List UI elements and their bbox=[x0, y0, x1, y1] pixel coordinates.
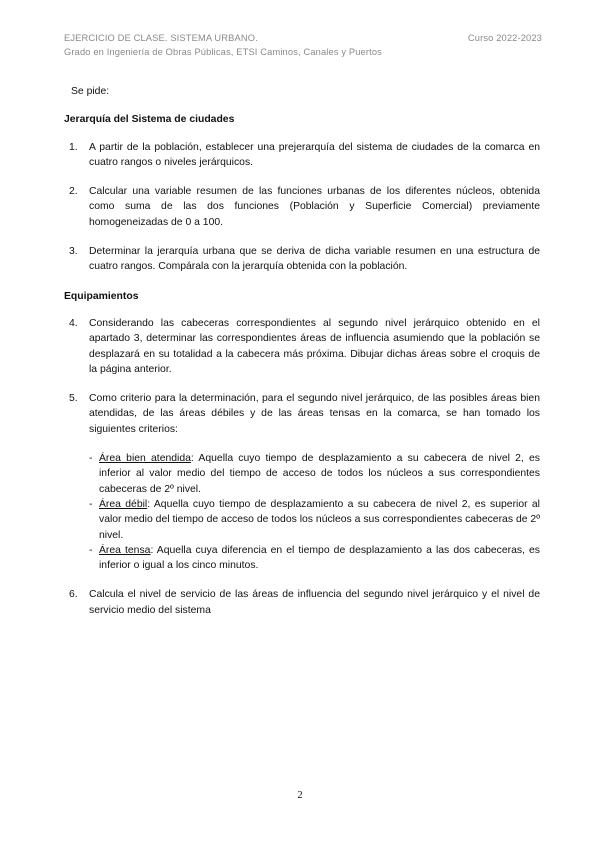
criteria-item-tensa bbox=[89, 543, 540, 574]
criteria-term: Área bien atendida bbox=[99, 453, 191, 465]
item-number: 6. bbox=[69, 589, 78, 601]
item-text: A partir de la población, establecer una prejerarquía del sistema de ciudades de la comarca en cuatro rangos o niveles jerárquicos. bbox=[89, 141, 540, 168]
list-item-1 bbox=[64, 140, 540, 171]
criteria-dash: - bbox=[89, 544, 93, 556]
criteria-term: Área débil bbox=[99, 498, 148, 510]
list-item-6 bbox=[64, 587, 540, 618]
item-text: Determinar la jerarquía urbana que se deriva de dicha variable resumen en una estructura de cuatro rangos. Compárala con la jerarquía obtenida con la población. bbox=[89, 246, 540, 273]
header-degree: Grado en Ingeniería de Obras Públicas, ETSI Caminos, Canales y Puertos bbox=[64, 47, 382, 57]
item-text: Como criterio para la determinación, para el segundo nivel jerárquico, de las posibles áreas bien atendidas, de las áreas débiles y de las áreas tensas en la comarca, se han tomado los siguientes criterios: bbox=[89, 393, 540, 435]
list-item-4 bbox=[64, 316, 540, 377]
criteria-dash: - bbox=[89, 453, 93, 465]
criteria-item-debil bbox=[89, 497, 540, 543]
item-number: 2. bbox=[69, 186, 78, 198]
intro-text: Se pide: bbox=[71, 86, 110, 97]
document-body bbox=[64, 84, 540, 632]
item-number: 4. bbox=[69, 317, 78, 329]
item-text: Calcular una variable resumen de las funciones urbanas de los diferentes núcleos, obtenida como suma de las dos funciones (Población y Superficie Comercial) previamente homogeneizadas de 0 a 100. bbox=[89, 186, 540, 228]
header-course: Curso 2022-2023 bbox=[467, 33, 542, 43]
page-header bbox=[64, 31, 542, 59]
criteria-item-bien-atendida bbox=[89, 451, 540, 497]
item-number: 3. bbox=[69, 246, 78, 258]
header-title: EJERCICIO DE CLASE. SISTEMA URBANO. bbox=[64, 33, 258, 43]
item-number: 1. bbox=[69, 141, 78, 153]
list-item-2 bbox=[64, 184, 540, 230]
item-text: Calcula el nivel de servicio de las áreas de influencia del segundo nivel jerárquico y el nivel de servicio medio del sistema bbox=[89, 589, 540, 616]
list-item-3 bbox=[64, 244, 540, 275]
criteria-dash: - bbox=[89, 498, 93, 510]
criteria-text: : Aquella cuyo tiempo de desplazamiento a su cabecera de nivel 2, es inferior al valor medio del tiempo de acceso de todos los núcleos a sus correspondientes cabeceras de 2º nivel. bbox=[99, 453, 540, 495]
section-title-equipamientos: Equipamientos bbox=[64, 290, 139, 302]
criteria-term: Área tensa bbox=[99, 544, 151, 556]
criteria-list bbox=[64, 451, 540, 573]
criteria-text: : Aquella cuya diferencia en el tiempo de desplazamiento a las dos cabeceras, es inferior o igual a los cinco minutos. bbox=[99, 544, 540, 572]
section-title-jerarquia: Jerarquía del Sistema de ciudades bbox=[64, 114, 235, 126]
list-item-5 bbox=[64, 391, 540, 437]
criteria-text: : Aquella cuyo tiempo de desplazamiento a su cabecera de nivel 2, es superior al valor medio del tiempo de acceso de todos los núcleos a sus correspondientes cabeceras de 2º nivel. bbox=[99, 498, 540, 541]
page-number: 2 bbox=[297, 790, 303, 801]
item-text: Considerando las cabeceras correspondientes al segundo nivel jerárquico obtenido en el apartado 3, determinar las correspondientes áreas de influencia asumiendo que la población se desplazará en su totalidad a la cabecera más próxima. Dibujar dichas áreas sobre el croquis de la página anterior. bbox=[89, 317, 540, 375]
item-number: 5. bbox=[69, 393, 78, 405]
